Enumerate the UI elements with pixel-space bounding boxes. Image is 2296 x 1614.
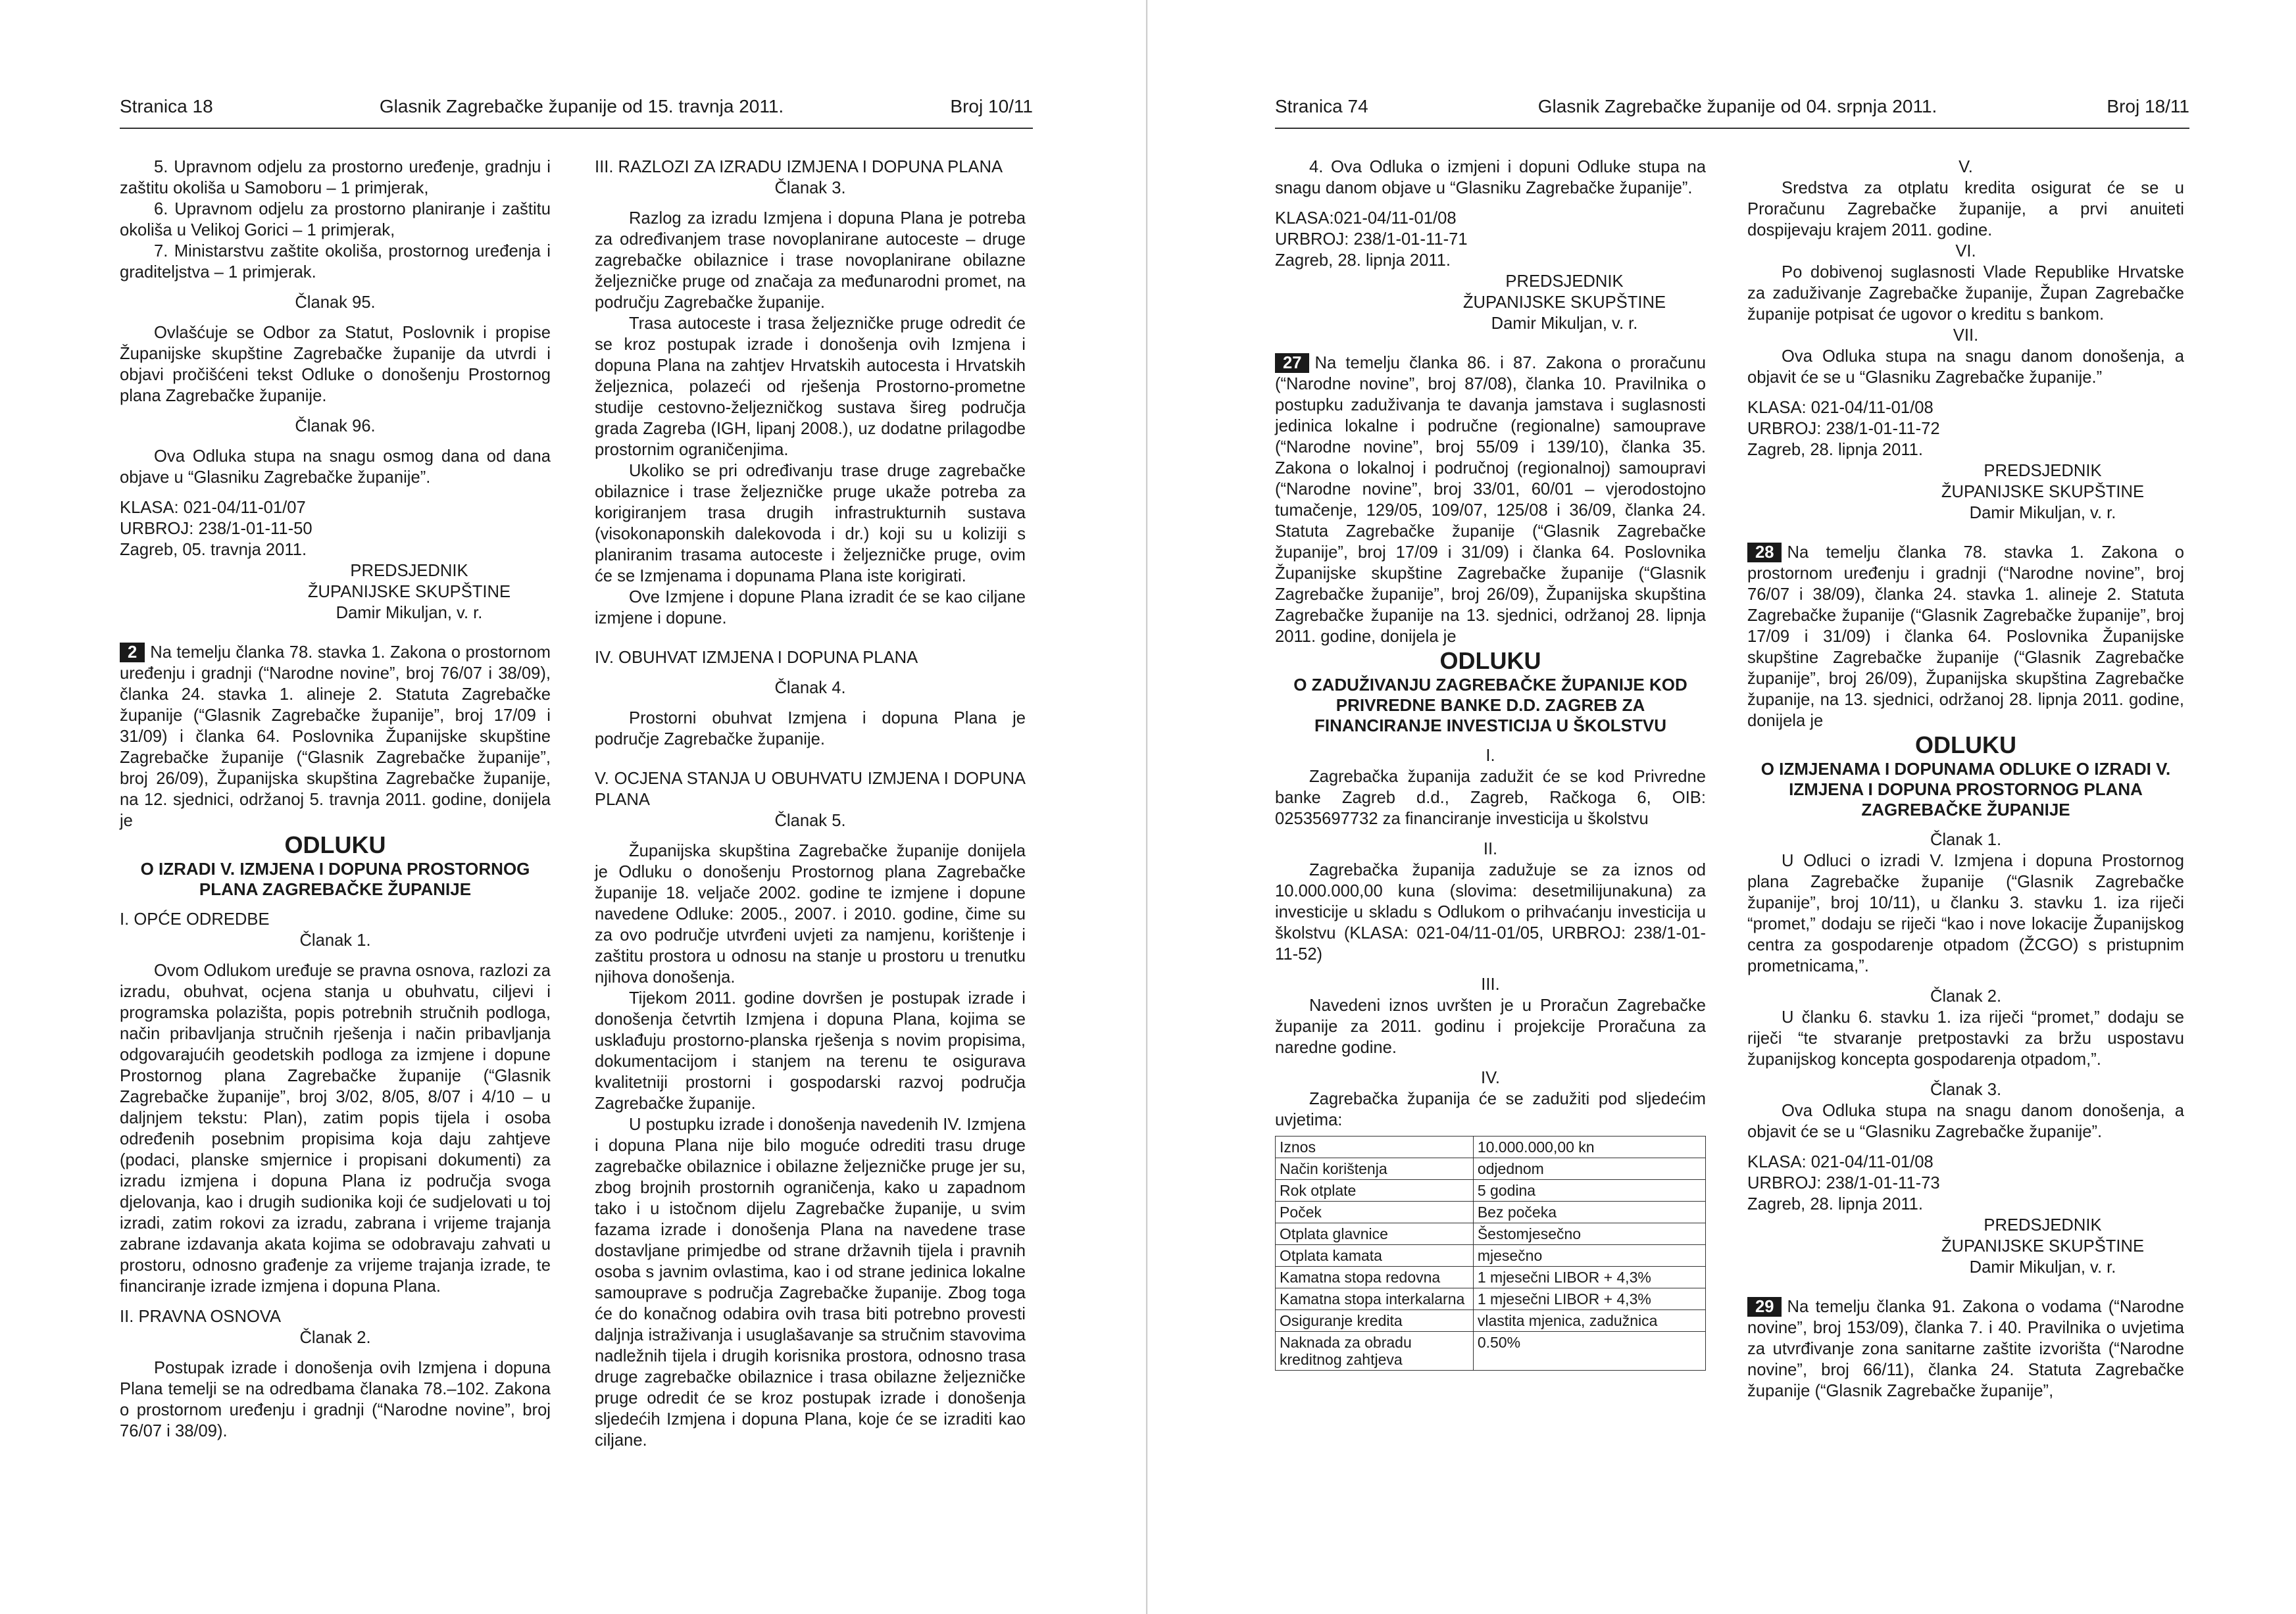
preamble-text: Na temelju članka 78. stavka 1. Zakona o prostornom uređenju i gradnji (“Narodne novine”, broj 76/07 i 38/09), članka 24. stavka 1. alineje 2. Statuta Zagrebačke županije (“Glasnik Zagrebačke županije”, broj 17/09 i 31/09) i članka 64. Poslovnika Županijske skupštine Zagrebačke županije (“Glasnik Zagrebačke županije”, broj 26/09), Županijska skupština Zagrebačke županije, na 13. sjednici, održanoj 28. lipnja 2011. godine, donijela je (1747, 543, 2184, 730)
left-column-2 (595, 157, 1026, 1451)
roman-heading: III. (1481, 975, 1500, 994)
page-header (1275, 96, 2189, 129)
signature-block (1747, 1215, 2184, 1278)
signature-body: ŽUPANIJSKE SKUPŠTINE (1462, 293, 1666, 312)
paragraph: Prostorni obuhvat Izmjena i dopuna Plana je područje Zagrebačke županije. (595, 709, 1026, 748)
table-row (1276, 1223, 1706, 1245)
table-cell: Bez počeka (1473, 1202, 1705, 1223)
signature-name: Damir Mikuljan, v. r. (336, 604, 483, 622)
list-item: 6. Upravnom odjelu za prostorno planiranje i zaštitu okoliša u Velikoj Gorici – 1 primjerak, (120, 200, 551, 239)
urbroj: URBROJ: 238/1-01-11-72 (1747, 420, 1940, 438)
section-heading: III. RAZLOZI ZA IZRADU IZMJENA I DOPUNA PLANA (595, 158, 1003, 176)
list-item: 5. Upravnom odjelu za prostorno uređenje, gradnju i zaštitu okoliša u Samoboru – 1 primjerak, (120, 158, 551, 197)
paragraph: U Odluci o izradi V. Izmjena i dopuna Prostornog plana Zagrebačke županije (“Glasnik Zagrebačke županije”, broj 10/11), u članku 3. stavku 1. iza riječi “promet,” dodaju se riječi “kao i nove lokacije Županijskog centra za gospodarenje otpadom (ŽCGO) s pristupnim prometnicama,”. (1747, 852, 2184, 975)
table-row (1276, 1288, 1706, 1310)
paragraph: Po dobivenoj suglasnosti Vlade Republike Hrvatske za zaduživanje Zagrebačke županije, Župan Zagrebačke županije potpisat će ugovor o kreditu s bankom. (1747, 263, 2184, 324)
paragraph: Sredstva za otplatu kredita osigurat će se u Proračunu Zagrebačke županije, a prvi anuiteti dospijevaju krajem 2011. godine. (1747, 179, 2184, 239)
signature-body: ŽUPANIJSKE SKUPŠTINE (307, 583, 511, 601)
table-row (1276, 1180, 1706, 1202)
table-cell: 0.50% (1473, 1332, 1705, 1371)
article-heading: Članak 95. (295, 293, 376, 312)
table-cell: Iznos (1276, 1137, 1474, 1158)
table-cell: mjesečno (1473, 1245, 1705, 1267)
date-line: Zagreb, 28. lipnja 2011. (1747, 1195, 1924, 1213)
act-number-badge: 28 (1747, 543, 1782, 562)
page-number: Stranica 74 (1275, 96, 1368, 116)
act-number-badge: 2 (120, 643, 145, 662)
table-row (1276, 1137, 1706, 1158)
table-cell: 1 mjesečni LIBOR + 4,3% (1473, 1288, 1705, 1310)
paragraph: Ove Izmjene i dopune Plana izradit će se kao ciljane izmjene i dopune. (595, 588, 1026, 627)
table-cell: Kamatna stopa redovna (1276, 1267, 1474, 1288)
section-heading: II. PRAVNA OSNOVA (120, 1308, 282, 1326)
table-cell: Šestomjesečno (1473, 1223, 1705, 1245)
decision-heading: ODLUKU (1915, 731, 2016, 758)
issue-number: Broj 18/11 (2107, 96, 2189, 116)
paragraph: Razlog za izradu Izmjena i dopuna Plana je potreba za određivanjem trase novoplanirane autoceste – druge zagrebačke obilaznice i trase novoplanirane obilazne željezničke pruge od značaja za međunarodni promet, na području Zagrebačke županije. (595, 209, 1026, 312)
klasa: KLASA:021-04/11-01/08 (1275, 209, 1457, 228)
table-row (1276, 1310, 1706, 1332)
act-number-badge: 27 (1275, 353, 1309, 373)
table-cell: 10.000.000,00 kn (1473, 1137, 1705, 1158)
table-cell: vlastita mjenica, zadužnica (1473, 1310, 1705, 1332)
paragraph: Postupak izrade i donošenja ovih Izmjena i dopuna Plana temelji se na odredbama članaka 78.–102. Zakona o prostornom uređenju i gradnji (“Narodne novine”, broj 76/07 i 38/09). (120, 1359, 551, 1440)
decision-title: O IZRADI V. IZMJENA I DOPUNA PROSTORNOG PLANA ZAGREBAČKE ŽUPANIJE (140, 859, 530, 899)
table-cell: odjednom (1473, 1158, 1705, 1180)
paragraph: Ukoliko se pri određivanju trase druge zagrebačke obilaznice i trase željezničke pruge ukaže potreba za korigiranjem trasa drugih infrastrukturnih sustava (visokonaponskih dalekovoda i dr.) koji su u koliziji s planiranim trasama autoceste i željezničke pruge, ovim će se Izmjenama i dopunama Plana iste korigirati. (595, 462, 1026, 585)
list-item: 7. Ministarstvu zaštite okoliša, prostornog uređenja i graditeljstva – 1 primjerak. (120, 242, 551, 281)
signature-block (1747, 460, 2184, 524)
klasa: KLASA: 021-04/11-01/08 (1747, 1153, 1934, 1171)
urbroj: URBROJ: 238/1-01-11-73 (1747, 1174, 1940, 1192)
signature-body: ŽUPANIJSKE SKUPŠTINE (1941, 1237, 2145, 1256)
table-cell: Otplata glavnice (1276, 1223, 1474, 1245)
signature-body: ŽUPANIJSKE SKUPŠTINE (1941, 483, 2145, 501)
signature-block (1275, 271, 1706, 334)
article-heading: Članak 2. (299, 1329, 371, 1347)
article-heading: Članak 2. (1930, 987, 2002, 1006)
signature-title: PREDSJEDNIK (350, 562, 468, 580)
article-heading: Članak 1. (299, 931, 371, 950)
decision-title: O IZMJENAMA I DOPUNAMA ODLUKE O IZRADI V. IZMJENA I DOPUNA PROSTORNOG PLANA ZAGREBAČKE ŽUPANIJE (1760, 759, 2171, 819)
paragraph: Ovlašćuje se Odbor za Statut, Poslovnik i propise Županijske skupštine Zagrebačke županije da utvrdi i objavi pročišćeni tekst Odluke o donošenju Prostornog plana Zagrebačke županije. (120, 324, 551, 405)
date-line: Zagreb, 28. lipnja 2011. (1747, 441, 1924, 459)
section-heading: I. OPĆE ODREDBE (120, 910, 270, 929)
article-heading: Članak 3. (1930, 1081, 2002, 1099)
signature-block (120, 560, 551, 624)
table-cell: Način korištenja (1276, 1158, 1474, 1180)
paragraph: U članku 6. stavku 1. iza riječi “promet,” dodaju se riječi “te stvaranje pretpostavki za bržu uspostavu županijskog koncepta gospodarenja otpadom,”. (1747, 1008, 2184, 1069)
left-column-1 (120, 157, 551, 1442)
section-heading: IV. OBUHVAT IZMJENA I DOPUNA PLANA (595, 648, 918, 667)
paragraph (1747, 1296, 2184, 1402)
table-row (1276, 1245, 1706, 1267)
paragraph: Zagrebačka županija će se zadužiti pod sljedećim uvjetima: (1275, 1090, 1706, 1129)
roman-heading: IV. (1481, 1069, 1500, 1087)
signature-title: PREDSJEDNIK (1984, 462, 2102, 480)
preamble-text: Na temelju članka 86. i 87. Zakona o proračunu (“Narodne novine”, broj 87/08), članka 10. Pravilnika o postupku zaduživanja te davanja jamstava i suglasnosti jedinica lokalne i područne (regionalne) samouprave (“Narodne novine”, broj 55/09 i 139/10), članka 35. Zakona o lokalnoj i područnoj (regionalnoj) samoupravi (“Narodne novine”, broj 33/01, 60/01 – vjerodostojno tumačenje, 129/05, 109/07, 125/08 i 36/09, članka 24. Statuta Zagrebačke županije (“Glasnik Zagrebačke županije”, broj 17/09 i 31/09) i članka 64. Poslovnika Županijske skupštine Zagrebačke županije (“Glasnik Zagrebačke županije”, broj 26/09), Županijska skupština Zagrebačke županije na 13. sjednici, održanoj 28. lipnja 2011. godine, donijela je (1275, 354, 1706, 646)
paragraph: Ova Odluka stupa na snagu danom donošenja, a objavit će se u “Glasniku Zagrebačke županije.” (1747, 347, 2184, 387)
table-cell: Osiguranje kredita (1276, 1310, 1474, 1332)
paragraph: Ovom Odlukom uređuje se pravna osnova, razlozi za izradu, obuhvat, ocjena stanja u obuhvatu, ciljevi i programska polazišta, popis potrebnih stručnih podloga, način pribavljanja stručnih rješenja i način pribavljanja odgovarajućih geodetskih podloga za izmjene i dopune Prostornog plana Zagrebačke županije (“Glasnik Zagrebačke županije”, broj 3/02, 8/05, 8/07 i 4/10 – u daljnjem tekstu: Plan), zatim popis tijela i osoba određenih posebnim propisima koja daju zahtjeve (podaci, planske smjernice i propisani dokumenti) za izradu izmjena i dopuna Plana iz područja svoga djelovanja, kao i drugih sudionika koji će sudjelovati u toj izradi, zatim rokovi za izradu, zabrana i vrijeme trajanja zabrane izdavanja akata kojima se odobravaju zahvati u prostoru, odnosno građenje za vrijeme trajanja izrade, te financiranje izrade izmjena i dopuna Plana. (120, 962, 551, 1296)
act-number-badge: 29 (1747, 1297, 1782, 1317)
paragraph: Tijekom 2011. godine dovršen je postupak izrade i donošenja četvrtih Izmjena i dopuna Plana, kojima se usklađuju prostorno-planska rješenja s novim propisima, dokumentacijom i stanjem na terenu te osigurava kvalitetniji prostorni i gospodarski razvoj područja Zagrebačke županije. (595, 989, 1026, 1113)
paragraph: Županijska skupština Zagrebačke županije donijela je Odluku o donošenju Prostornog plana Zagrebačke županije 18. veljače 2002. godine te izmjene i dopune navedene Odluke: 2005., 2007. i 2010. godine, čime su za ovo područje utvrđeni uvjeti za namjenu, korištenje i zaštitu prostora u odnosu na stanje u prostoru u trenutku njihova donošenja. (595, 842, 1026, 987)
klasa: KLASA: 021-04/11-01/08 (1747, 399, 1934, 417)
klasa: KLASA: 021-04/11-01/07 (120, 499, 306, 517)
paragraph: Zagrebačka županija zadužit će se kod Privredne banke Zagreb d.d., Zagreb, Račkoga 6, OIB: 02535697732 za financiranje investicija u školstvu (1275, 768, 1706, 828)
issue-number: Broj 10/11 (950, 96, 1033, 116)
right-page (1148, 0, 2296, 1614)
paragraph: Trasa autoceste i trasa željezničke pruge odredit će se kroz postupak izrade i donošenja ovih Izmjena i dopuna Plana na zahtjev Hrvatskih autocesta i Hrvatskih željeznica, polazeći od rješenja Prostorno-prometne studije cestovno-željezničkog sustava šireg područja grada Zagreba (IGH, lipanj 2008.), uz dodatne prilagodbe prostornim ograničenjima. (595, 314, 1026, 459)
paragraph (1275, 353, 1706, 647)
paragraph: Navedeni iznos uvršten je u Proračun Zagrebačke županije za 2011. godinu i projekcije Proračuna za naredne godine. (1275, 996, 1706, 1057)
roman-heading: I. (1485, 746, 1495, 765)
article-heading: Članak 3. (774, 179, 846, 197)
article-heading: Članak 1. (1930, 831, 2002, 849)
paragraph: 4. Ova Odluka o izmjeni i dopuni Odluke stupa na snagu danom objave u “Glasniku Zagrebačke županije”. (1275, 158, 1706, 197)
signature-name: Damir Mikuljan, v. r. (1969, 1258, 2116, 1277)
decision-title: O ZADUŽIVANJU ZAGREBAČKE ŽUPANIJE KOD PRIVREDNE BANKE D.D. ZAGREB ZA FINANCIRANJE INVESTICIJA U ŠKOLSTVU (1293, 675, 1687, 735)
roman-heading: VI. (1955, 242, 1976, 260)
urbroj: URBROJ: 238/1-01-11-71 (1275, 230, 1468, 249)
table-row (1276, 1267, 1706, 1288)
table-row (1276, 1332, 1706, 1371)
signature-name: Damir Mikuljan, v. r. (1969, 504, 2116, 522)
table-row (1276, 1202, 1706, 1223)
table-cell: Naknada za obradu kreditnog zahtjeva (1276, 1332, 1474, 1371)
page-number: Stranica 18 (120, 96, 213, 116)
date-line: Zagreb, 05. travnja 2011. (120, 541, 307, 559)
paragraph: Ova Odluka stupa na snagu osmog dana od dana objave u “Glasniku Zagrebačke županije”. (120, 447, 551, 487)
signature-title: PREDSJEDNIK (1505, 272, 1624, 291)
table-cell: Rok otplate (1276, 1180, 1474, 1202)
article-heading: Članak 5. (774, 812, 846, 830)
preamble-text: Na temelju članka 78. stavka 1. Zakona o prostornom uređenju i gradnji (“Narodne novine”, broj 76/07 i 38/09), članka 24. stavka 1. alineje 2. Statuta Zagrebačke županije (“Glasnik Zagrebačke županije”, broj 17/09 i 31/09) i članka 64. Poslovnika Županijske skupštine Zagrebačke županije (“Glasnik Zagrebačke županije”, broj 26/09), Županijska skupština Zagrebačke županije, na 12. sjednici, održanoj 5. travnja 2011. godine, donijela je (120, 643, 551, 830)
roman-heading: II. (1483, 840, 1498, 858)
article-heading: Članak 4. (774, 679, 846, 697)
paragraph (1747, 542, 2184, 731)
preamble-text: Na temelju članka 91. Zakona o vodama (“Narodne novine”, broj 153/09), članka 7. i 40. Pravilnika o uvjetima za utvrđivanje zona sanitarne zaštite izvorišta (“Narodne novine”, broj 66/11), članka 24. Statuta Zagrebačke županije (“Glasnik Zagrebačke županije”, (1747, 1298, 2184, 1400)
page-header (120, 96, 1033, 129)
section-heading: V. OCJENA STANJA U OBUHVATU IZMJENA I DOPUNA PLANA (595, 770, 1026, 809)
gazette-title: Glasnik Zagrebačke županije od 04. srpnja 2011. (1537, 96, 1937, 116)
table-cell: 1 mjesečni LIBOR + 4,3% (1473, 1267, 1705, 1288)
signature-name: Damir Mikuljan, v. r. (1491, 314, 1638, 333)
paragraph: Ova Odluka stupa na snagu danom donošenja, a objavit će se u “Glasniku Zagrebačke županije”. (1747, 1102, 2184, 1141)
roman-heading: VII. (1953, 326, 1979, 345)
signature-title: PREDSJEDNIK (1984, 1216, 2102, 1235)
gazette-title: Glasnik Zagrebačke županije od 15. travnja 2011. (379, 96, 784, 116)
table-row (1276, 1158, 1706, 1180)
decision-heading: ODLUKU (1439, 647, 1541, 674)
loan-terms-table (1275, 1136, 1706, 1371)
article-heading: Članak 96. (295, 417, 376, 435)
table-cell: Otplata kamata (1276, 1245, 1474, 1267)
paragraph (120, 642, 551, 831)
right-column-1 (1275, 157, 1706, 1371)
decision-heading: ODLUKU (284, 831, 386, 858)
paragraph: U postupku izrade i donošenja navedenih IV. Izmjena i dopuna Plana nije bilo moguće odrediti trasu druge zagrebačke obilaznice i obilazne željezničke pruge jer su, zbog brojnih prostornih ograničenja, kako u zapadnom tako i u istočnom dijelu Zagrebačke županije, u svim fazama izrade i donošenja Plana na navedene trase dostavljane primjedbe od strane državnih tijela i pravnih osoba s javnim ovlastima, kao i od strane jedinica lokalne samouprave s područja Zagrebačke županije. Zbog toga će do konačnog odabira ovih trasa biti potrebno provesti daljnja istraživanja i usuglašavanje sa stručnim stavovima nadležnih tijela i drugih korisnika prostora, odnosno trasa druge zagrebačke obilaznice i trasa obilazne željezničke pruge odredit će se kroz postupak izrade i donošenja sljedećih Izmjena i dopuna Plana, koje će se izraditi kao ciljane. (595, 1115, 1026, 1450)
table-cell: 5 godina (1473, 1180, 1705, 1202)
right-column-2 (1747, 157, 2184, 1402)
roman-heading: V. (1959, 158, 1973, 176)
date-line: Zagreb, 28. lipnja 2011. (1275, 251, 1451, 270)
urbroj: URBROJ: 238/1-01-11-50 (120, 520, 312, 538)
paragraph: Zagrebačka županija zadužuje se za iznos od 10.000.000,00 kuna (slovima: desetmilijunakuna) za investicije u skladu s Odlukom o prihvaćanju investicija u školstvu (KLASA: 021-04/11-01/05, URBROJ: 238/1-01-11-52) (1275, 861, 1706, 964)
table-cell: Kamatna stopa interkalarna (1276, 1288, 1474, 1310)
table-cell: Poček (1276, 1202, 1474, 1223)
